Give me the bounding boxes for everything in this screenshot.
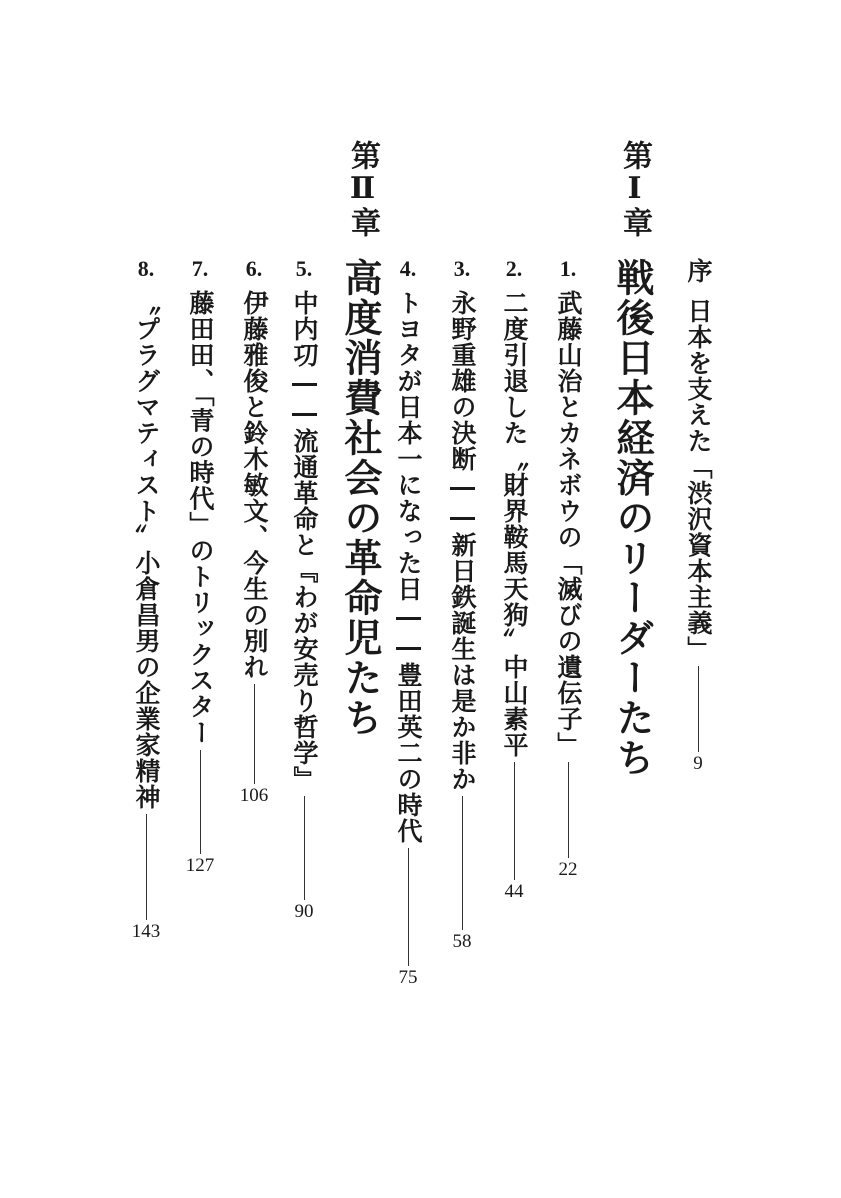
leader-line [304,796,305,900]
page-number: 127 [185,854,215,876]
entry-title: 中内㓛――流通革命と『わが安売り哲学』 [290,290,319,792]
entry-number: 6. [245,256,263,281]
chapter2-label [338,140,386,238]
leader-line [254,684,255,784]
toc-entry-1[interactable] [546,258,590,880]
toc-entry-6[interactable] [232,258,276,806]
page-number: 75 [398,967,418,988]
entry-number: 2. [505,256,523,281]
entry-title: 〝プラグマティスト〟小倉昌男の企業家精神 [132,290,161,810]
chapter2-title-text: 高度消費社会の革命児たち [338,258,383,738]
page-number: 22 [558,859,578,880]
entry-number: 5. [295,256,313,281]
page-number: 90 [294,901,314,922]
leader-line [462,796,463,930]
leader-line [408,848,409,966]
toc-entry-8[interactable] [124,258,168,942]
entry-title: 伊藤雅俊と鈴木敏文、今生の別れ [240,290,269,680]
leader-line [200,750,201,854]
page-number: 58 [452,931,472,952]
preface-title: 日本を支えた「渋沢資本主義」 [684,298,713,662]
entry-title: トヨタが日本一になった日――豊田英二の時代 [394,290,423,844]
entry-number: 8. [137,256,155,281]
page-number: 143 [131,921,161,942]
leader-line [698,666,699,752]
chapter2-title[interactable] [332,258,388,738]
entry-number: 4. [399,256,417,281]
page-number: 106 [239,785,269,806]
chapter1-title[interactable] [604,258,660,778]
chapter2-label-text: 第Ⅱ章 [345,140,380,238]
leader-line [568,762,569,858]
preface-label: 序 [684,258,713,284]
toc-entry-3[interactable] [440,258,484,952]
chapter1-label-text: 第Ⅰ章 [617,140,652,238]
toc-entry-preface[interactable] [675,258,721,774]
entry-number: 3. [453,256,471,281]
entry-number: 1. [559,256,577,281]
chapter1-title-text: 戦後日本経済のリーダーたち [610,258,655,778]
entry-title: 二度引退した〝財界鞍馬天狗〟中山素平 [500,290,529,758]
chapter1-label [610,140,658,238]
leader-line [514,762,515,880]
page-number: 44 [504,881,524,902]
entry-number: 7. [191,256,209,281]
toc-entry-5[interactable] [282,258,326,922]
entry-title: 武藤山治とカネボウの「滅びの遺伝子」 [554,290,583,758]
entry-title: 永野重雄の決断――新日鉄誕生は是か非か [448,290,477,792]
toc-entry-2[interactable] [492,258,536,902]
leader-line [146,814,147,920]
page-number: 9 [693,753,703,774]
toc-entry-7[interactable] [178,258,222,876]
entry-title: 藤田田、「青の時代」のトリックスター [186,290,215,746]
toc-entry-4[interactable] [386,258,430,988]
